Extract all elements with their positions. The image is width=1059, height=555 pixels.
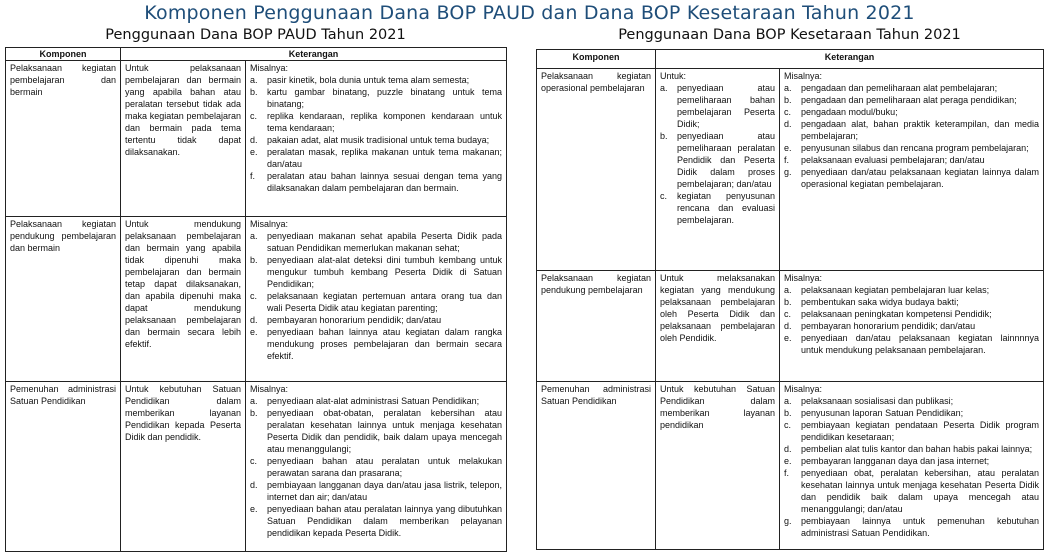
table-row <box>6 382 507 552</box>
list-item <box>784 455 1039 467</box>
list-text: pasir kinetik, bola dunia untuk tema alam semesta; <box>267 75 470 85</box>
list-item <box>660 190 775 226</box>
example-list <box>784 82 1039 190</box>
list-text: pengadaan modul/buku; <box>801 107 898 117</box>
komponen-cell: Pemenuhan administrasi Satuan Pendidikan <box>537 382 656 550</box>
list-text: penyediaan obat, peralatan kebersihan, atau peralatan kesehatan lainnya untuk menjaga kesehatan Peserta Didik dan pendidik baik dalam upaya mencegah atau menanggulangi; dan/atau <box>801 468 1040 514</box>
list-letter: c. <box>250 291 258 301</box>
table-row <box>537 271 1044 382</box>
untuk-text: Untuk mendukung pelaksanaan pembelajaran dan bermain yang apabila tidak dipenuhi maka pembelajaran dan bermain tetap dapat dilaksanakan, dan apabila dipenuhi maka dapat mendukung pelaksanaan pembelajaran dan bermain secara lebih efektif. <box>125 219 241 349</box>
kesetaraan-table <box>536 49 1044 550</box>
untuk-text: Untuk: <box>660 71 687 81</box>
list-letter: b. <box>660 131 668 141</box>
list-item <box>250 110 502 134</box>
list-letter: f. <box>784 468 790 478</box>
table-row <box>6 217 507 382</box>
page-title: Komponen Penggunaan Dana BOP PAUD dan Dana BOP Kesetaraan Tahun 2021 <box>144 2 915 24</box>
list-letter: a. <box>660 83 668 93</box>
list-text: penyediaan obat-obatan, peralatan kebersihan atau peralatan kesehatan lainnya untuk menjaga kesehatan Peserta Didik dan pendidik, baik dalam upaya mencegah atau menanggulangi; <box>267 408 503 454</box>
list-text: pembiayaan langganan daya dan/atau jasa listrik, telepon, internet dan air; dan/atau <box>267 480 503 502</box>
misalnya-label: Misalnya: <box>250 63 289 73</box>
list-text: kegiatan penyusunan rencana dan evaluasi pembelajaran. <box>677 191 775 225</box>
list-item <box>784 443 1039 455</box>
list-text: penyediaan atau pemeliharaan peralatan Pendidik dan Peserta Didik dalam proses pembelajaran; dan/atau <box>677 131 775 189</box>
list-letter: b. <box>784 408 792 418</box>
column-header-komponen: Komponen <box>6 48 121 61</box>
misalnya-label: Misalnya: <box>250 219 289 229</box>
example-list <box>784 284 1039 356</box>
misalnya-cell <box>246 61 507 217</box>
list-text: pakaian adat, alat musik tradisional untuk tema budaya; <box>267 135 490 145</box>
list-letter: b. <box>250 87 258 97</box>
komponen-cell: Pelaksanaan kegiatan pendukung pembelajaran <box>537 271 656 382</box>
komponen-cell: Pelaksanaan kegiatan pembelajaran dan bermain <box>6 61 121 217</box>
list-letter: g. <box>784 167 792 177</box>
list-letter: a. <box>250 75 258 85</box>
list-item <box>784 142 1039 154</box>
untuk-text: Untuk kebutuhan Satuan Pendidikan dalam memberikan layanan Pendidikan kepada Peserta Didik dan pendidik. <box>125 384 241 442</box>
list-letter: e. <box>250 504 258 514</box>
list-text: pembelian alat tulis kantor dan bahan habis pakai lainnya; <box>801 444 1033 454</box>
list-text: pelaksanaan evaluasi pembelajaran; dan/atau <box>801 155 985 165</box>
list-item <box>784 166 1039 190</box>
list-item <box>250 326 502 362</box>
list-item <box>784 308 1039 320</box>
list-item <box>660 82 775 130</box>
list-text: penyediaan makanan sehat apabila Peserta Didik pada satuan Pendidikan memerlukan makanan sehat; <box>267 231 503 253</box>
list-letter: c. <box>784 420 792 430</box>
kesetaraan-table-title: Penggunaan Dana BOP Kesetaraan Tahun 2021 <box>618 27 961 43</box>
list-text: pembayaran honorarium pendidik; dan/atau <box>801 321 976 331</box>
list-item <box>784 332 1039 356</box>
list-item <box>250 290 502 314</box>
list-letter: c. <box>784 309 792 319</box>
list-letter: a. <box>784 83 792 93</box>
list-text: penyediaan bahan atau peralatan untuk melakukan perawatan sarana dan prasarana; <box>267 456 503 478</box>
untuk-text: Untuk kebutuhan Satuan Pendidikan dalam memberikan layanan pendidikan <box>660 384 775 430</box>
list-letter: c. <box>250 111 258 121</box>
list-text: pelaksanaan kegiatan pertemuan antara orang tua dan wali Peserta Didik atau kegiatan parenting; <box>267 291 503 313</box>
list-text: pembayaran honorarium pendidik; dan/atau <box>267 315 442 325</box>
list-item <box>784 395 1039 407</box>
untuk-cell <box>656 382 780 550</box>
list-letter: d. <box>250 135 258 145</box>
column-header-keterangan: Keterangan <box>656 50 1044 69</box>
list-text: pembentukan saka widya budaya bakti; <box>801 297 959 307</box>
list-text: kartu gambar binatang, puzzle binatang untuk tema binatang; <box>267 87 503 109</box>
list-text: pembiayaan kegiatan pendataan Peserta Didik program pendidikan kesetaraan; <box>801 420 1040 442</box>
list-item <box>250 134 502 146</box>
misalnya-label: Misalnya: <box>784 71 823 81</box>
untuk-cell <box>121 382 246 552</box>
list-item <box>250 74 502 86</box>
list-letter: e. <box>784 333 792 343</box>
list-letter: f. <box>250 171 256 181</box>
list-letter: a. <box>250 231 258 241</box>
example-list <box>660 82 775 226</box>
list-letter: e. <box>250 147 258 157</box>
list-item <box>250 314 502 326</box>
list-text: peralatan atau bahan lainnya sesuai dengan tema yang dilaksanakan dalam pembelajaran dan bermain. <box>267 171 503 193</box>
list-text: penyediaan atau pemeliharaan bahan pembelajaran Peserta Didik; <box>677 83 775 129</box>
list-item <box>250 86 502 110</box>
list-item <box>250 230 502 254</box>
list-letter: d. <box>250 480 258 490</box>
list-text: pelaksanaan peningkatan kompetensi Pendidik; <box>801 309 992 319</box>
list-item <box>784 94 1039 106</box>
list-item <box>784 82 1039 94</box>
example-list <box>250 230 502 362</box>
list-letter: e. <box>784 143 792 153</box>
list-letter: b. <box>784 297 792 307</box>
misalnya-cell <box>780 69 1044 271</box>
list-text: penyediaan dan/atau pelaksanaan kegiatan lainnnnya untuk mendukung pelaksanaan pembelajaran. <box>801 333 1040 355</box>
untuk-cell <box>656 271 780 382</box>
list-letter: b. <box>250 408 258 418</box>
list-letter: d. <box>250 315 258 325</box>
list-item <box>250 455 502 479</box>
list-item <box>784 284 1039 296</box>
list-letter: c. <box>250 456 258 466</box>
list-item <box>784 419 1039 443</box>
list-letter: c. <box>660 191 668 201</box>
list-item <box>784 106 1039 118</box>
list-item <box>250 407 502 455</box>
list-text: pengadaan dan pemeliharaan alat pembelajaran; <box>801 83 998 93</box>
list-text: peralatan masak, replika makanan untuk tema makanan; dan/atau <box>267 147 503 169</box>
list-item <box>250 146 502 170</box>
example-list <box>250 395 502 539</box>
list-item <box>250 503 502 539</box>
list-letter: f. <box>784 155 790 165</box>
list-item <box>784 515 1039 539</box>
list-text: pelaksanaan kegiatan pembelajaran luar kelas; <box>801 285 990 295</box>
table-row <box>6 61 507 217</box>
komponen-cell: Pemenuhan administrasi Satuan Pendidikan <box>6 382 121 552</box>
untuk-cell <box>121 217 246 382</box>
list-item <box>250 395 502 407</box>
misalnya-cell <box>246 217 507 382</box>
list-text: pengadaan alat, bahan praktik keterampilan, dan media pembelajaran; <box>801 119 1040 141</box>
list-letter: e. <box>250 327 258 337</box>
list-text: penyediaan bahan atau peralatan lainnya yang dibutuhkan Satuan Pendidikan dalam memberikan pelayanan pendidikan kepada Peserta Didik. <box>267 504 503 538</box>
list-item <box>784 154 1039 166</box>
list-text: penyediaan bahan lainnya atau kegiatan dalam rangka mendukung proses pembelajaran dan bermain secara efektif. <box>267 327 503 361</box>
untuk-text: Untuk pelaksanaan pembelajaran dan bermain yang apabila bahan atau peralatan tersebut tidak ada maka kegiatan pembelajaran dan bermain pada tema tertentu tidak dapat dilaksanakan. <box>125 63 241 157</box>
list-text: pengadaan dan pemeliharaan alat peraga pendidikan; <box>801 95 1017 105</box>
list-letter: d. <box>784 444 792 454</box>
list-text: penyusunan laporan Satuan Pendidikan; <box>801 408 964 418</box>
table-row <box>537 69 1044 271</box>
list-item <box>784 467 1039 515</box>
untuk-cell <box>121 61 246 217</box>
komponen-cell: Pelaksanaan kegiatan pendukung pembelajaran dan bermain <box>6 217 121 382</box>
list-text: replika kendaraan, replika komponen kendaraan untuk tema kendaraan; <box>267 111 503 133</box>
example-list <box>784 395 1039 539</box>
list-text: penyusunan silabus dan rencana program pembelajaran; <box>801 143 1029 153</box>
list-text: pelaksanaan sosialisasi dan publikasi; <box>801 396 954 406</box>
list-item <box>660 130 775 190</box>
untuk-text: Untuk melaksanakan kegiatan yang mendukung pelaksanaan pembelajaran oleh Peserta Didik dan pelaksanaan pembelajaran oleh Pendidik. <box>660 273 775 343</box>
misalnya-label: Misalnya: <box>784 384 823 394</box>
list-item <box>784 296 1039 308</box>
list-letter: a. <box>784 285 792 295</box>
misalnya-label: Misalnya: <box>250 384 289 394</box>
list-letter: c. <box>784 107 792 117</box>
untuk-cell <box>656 69 780 271</box>
paud-table <box>5 47 507 552</box>
example-list <box>250 74 502 194</box>
misalnya-cell <box>246 382 507 552</box>
column-header-komponen: Komponen <box>537 50 656 69</box>
list-text: penyediaan alat-alat deteksi dini tumbuh kembang untuk mengukur tumbuh kembang Peserta Didik di Satuan Pendidikan; <box>267 255 503 289</box>
list-letter: b. <box>250 255 258 265</box>
list-letter: a. <box>784 396 792 406</box>
komponen-cell: Pelaksanaan kegiatan operasional pembelajaran <box>537 69 656 271</box>
list-letter: d. <box>784 321 792 331</box>
list-letter: b. <box>784 95 792 105</box>
list-item <box>250 479 502 503</box>
list-text: penyediaan dan/atau pelaksanaan kegiatan lainnya dalam operasional kegiatan pembelajaran. <box>801 167 1040 189</box>
list-letter: a. <box>250 396 258 406</box>
column-header-keterangan: Keterangan <box>121 48 507 61</box>
list-letter: e. <box>784 456 792 466</box>
list-item <box>784 320 1039 332</box>
list-item <box>250 170 502 194</box>
list-item <box>784 407 1039 419</box>
misalnya-label: Misalnya: <box>784 273 823 283</box>
list-text: penyediaan alat-alat administrasi Satuan Pendidikan; <box>267 396 480 406</box>
list-letter: g. <box>784 516 792 526</box>
list-letter: d. <box>784 119 792 129</box>
list-text: pembiayaan lainnya untuk pemenuhan kebutuhan administrasi Satuan Pendidikan. <box>801 516 1040 538</box>
paud-table-title: Penggunaan Dana BOP PAUD Tahun 2021 <box>105 27 406 43</box>
list-text: pembayaran langganan daya dan jasa internet; <box>801 456 990 466</box>
misalnya-cell <box>780 382 1044 550</box>
misalnya-cell <box>780 271 1044 382</box>
table-row <box>537 382 1044 550</box>
list-item <box>784 118 1039 142</box>
list-item <box>250 254 502 290</box>
